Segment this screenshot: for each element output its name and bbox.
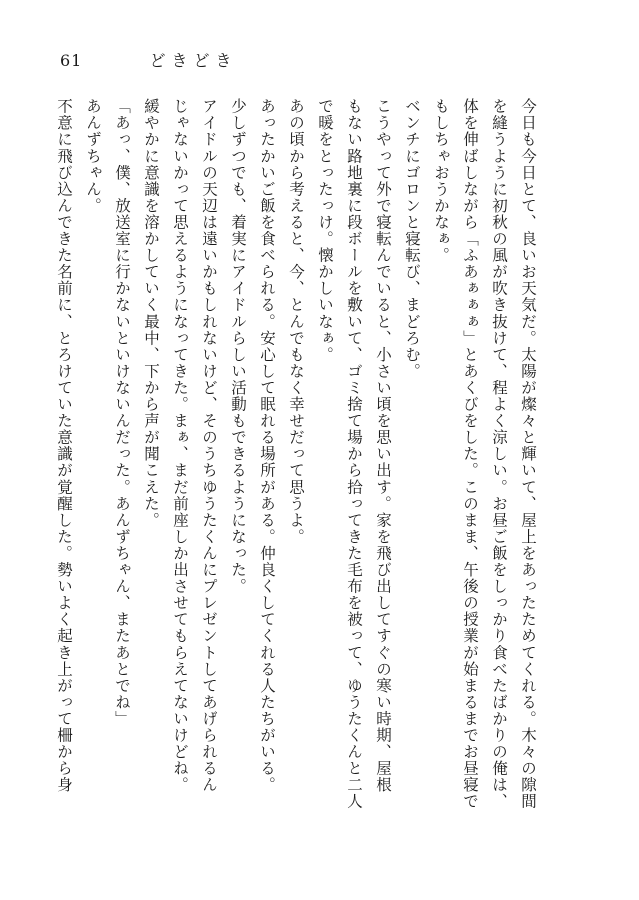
text-line: もしちゃおうかなぁ。 — [432, 98, 450, 264]
text-line: あったかいご飯を食べられる。安心して眠れる場所がある。仲良くしてくれる人たちがいる。 — [258, 98, 276, 794]
running-title: どきどき — [149, 51, 238, 70]
text-line: 今日も今日とて、良いお天気だ。太陽が燦々と輝いて、屋上をあったためてくれる。木々の隙間 — [519, 98, 537, 810]
text-line: 体を伸ばしながら「ふあぁぁぁ」とあくびをした。このまま、午後の授業が始まるまでお昼寝で — [461, 98, 479, 810]
text-line: 少しずつでも、着実にアイドルらしい活動もできるようになった。 — [229, 98, 247, 595]
vertical-body-text — [54, 98, 538, 818]
page-number: 61 — [60, 51, 83, 70]
text-line: もない路地裏に段ボールを敷いて、ゴミ捨て場から拾ってきた毛布を被って、ゆうたくんと二人 — [345, 98, 363, 810]
text-line: あんずちゃん。 — [84, 98, 102, 214]
page-header — [60, 48, 237, 71]
text-line: 「あっ、僕、放送室に行かないといけないんだった。あんずちゃん、またあとでね」 — [113, 98, 131, 727]
text-line: こうやって外で寝転んでいると、小さい頃を思い出す。家を飛び出してすぐの寒い時期、屋根 — [374, 98, 392, 794]
text-line: ベンチにゴロンと寝転び、まどろむ。 — [403, 98, 421, 380]
text-line: で暖をとったっけ。懐かしいなぁ。 — [316, 98, 334, 363]
text-line: アイドルの天辺は遠いかもしれないけど、そのうちゆうたくんにプレゼントしてあげられるん — [200, 98, 218, 794]
text-line: あの頃から考えると、今、とんでもなく幸せだって思うよ。 — [287, 98, 305, 545]
text-line: 緩やかに意識を溶かしていく最中、下から声が聞こえた。 — [142, 98, 160, 529]
text-line: を縫うように初秋の風が吹き抜けて、程よく涼しい。お昼ご飯をしっかり食べたばかりの俺は、 — [490, 98, 508, 810]
text-line: 不意に飛び込んできた名前に、とろけていた意識が覚醒した。勢いよく起き上がって柵から身 — [55, 98, 73, 794]
text-line: じゃないかって思えるようになってきた。まぁ、まだ前座しか出させてもらえてないけどね。 — [171, 98, 189, 794]
